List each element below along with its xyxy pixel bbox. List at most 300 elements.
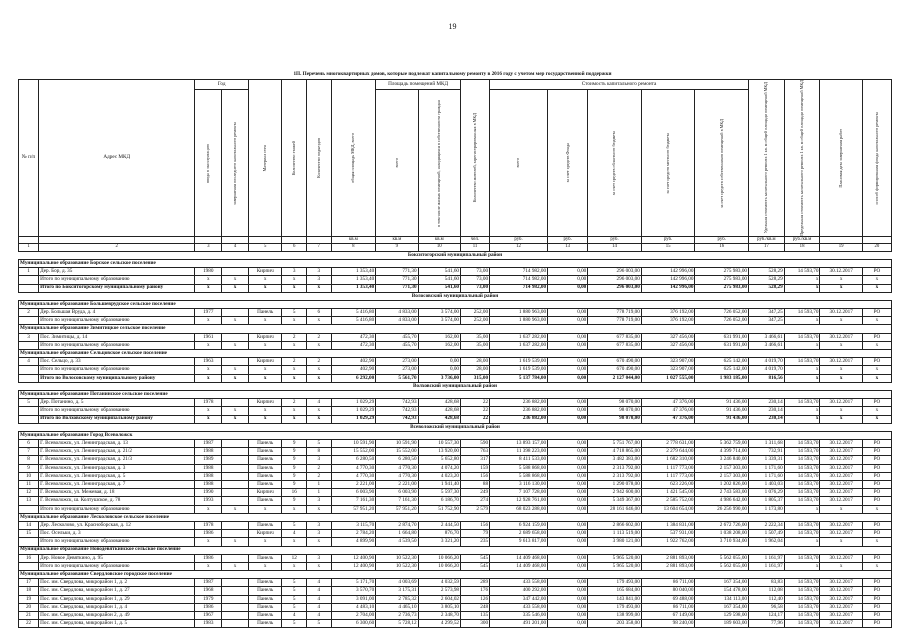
table-cell: 1 941,40 [418,481,460,489]
table-cell: 275 983,00 [695,276,749,284]
table-cell: х [784,562,820,570]
table-cell: х [306,366,331,374]
table-cell: 0,00 [548,407,588,415]
table-cell: 0,00 [548,399,588,407]
table-cell: 726 052,00 [695,309,749,317]
table-cell: 400 292,00 [490,587,548,595]
table-cell: 30.12.2017 [820,579,862,587]
table-cell: РО [862,440,891,448]
column-number-cell: 19 [820,244,862,252]
table-cell [222,489,249,497]
settlement-heading-row [19,350,892,358]
table-cell: 0,00 [548,603,588,611]
unit-cell [862,236,891,244]
table-cell: 6 924 159,00 [490,521,548,529]
table-cell: 30.12.2017 [820,448,862,456]
table-cell: х [248,284,281,292]
table-cell: 18 [19,587,39,595]
table-cell: х [222,407,249,415]
table-cell: 14 593,70 [784,358,820,366]
table-cell: 3 736,00 [418,374,460,382]
table-cell [222,587,249,595]
table-cell [222,456,249,464]
table-cell: х [195,341,222,349]
table-cell: 4 299,52 [418,620,460,628]
table-cell: 7 [19,448,39,456]
address-cell: Итого по Волосовскому муниципальному району [39,374,195,382]
table-cell: х [820,505,862,513]
table-cell: 289 [461,579,490,587]
table-cell: х [248,317,281,325]
table-cell: 1 290 078,00 [588,481,642,489]
table-cell: 2 [306,464,331,472]
table-cell: 30.12.2017 [820,603,862,611]
table-cell: 2 313 792,00 [588,472,642,480]
address-cell: Пос. Осельки, д. 3 [39,530,195,538]
table-cell: 10 [19,472,39,480]
district-heading-row [19,423,892,431]
table-cell [19,366,39,374]
table-cell: 98 240,00 [641,620,695,628]
table-cell: 3 091,00 [331,595,376,603]
table-cell: 51 752,90 [418,505,460,513]
table-cell: х [222,366,249,374]
address-cell: Дер. Лесколово, ул. Красноборская, д. 12 [39,521,195,529]
table-cell: 778 719,00 [588,317,642,325]
table-cell: 670 490,00 [588,366,642,374]
table-cell: Панель [248,448,281,456]
table-cell: 1993 [195,497,222,505]
table-cell [222,472,249,480]
address-cell: Пос. им. Свердлова, микрорайон 1, д. 5 [39,620,195,628]
table-cell: х [248,505,281,513]
table-cell: 14 593,70 [784,489,820,497]
table-cell: 1990 [195,489,222,497]
table-cell: 1 [19,268,39,276]
table-cell: 5 137 784,00 [490,374,548,382]
column-numbers-row [19,244,892,252]
table-cell: 30.12.2017 [820,309,862,317]
table-cell: 1 029,29 [331,415,376,423]
table-cell [222,612,249,620]
table-cell: 5 561,70 [376,374,418,382]
table-cell: 714 982,00 [490,276,548,284]
subtotal-row [19,276,892,284]
table-cell: 30.12.2017 [820,481,862,489]
table-cell: РО [862,268,891,276]
table-cell: х [248,276,281,284]
table-cell: 4 [306,595,331,603]
table-cell: РО [862,399,891,407]
table-cell: 771,30 [376,284,418,292]
table-cell: 1 664,80 [376,530,418,538]
table-cell: 1 171,60 [749,472,785,480]
table-cell: 677 835,00 [588,333,642,341]
table-cell: 14 593,70 [784,595,820,603]
table-cell: 2 585 752,00 [641,497,695,505]
table-cell: 472,30 [331,333,376,341]
table-cell: 0,00 [548,530,588,538]
table-cell [19,317,39,325]
table-cell [222,448,249,456]
table-cell: 1 384 831,00 [641,521,695,529]
table-cell: 4 003,69 [376,579,418,587]
table-cell: РО [862,530,891,538]
table-cell: РО [862,464,891,472]
settlement-name: Муниципальное образование Борское сельское поселение [19,259,892,267]
table-cell: 6 292,00 [331,374,376,382]
table-cell: 428,68 [418,399,460,407]
table-cell: 0,00 [548,284,588,292]
settlement-name: Муниципальное образование Зимитицкое сельское поселение [19,325,892,333]
table-cell: 14 [19,521,39,529]
table-cell: 1 113 519,00 [588,530,642,538]
table-cell: 0,00 [548,317,588,325]
table-cell: 1 029,29 [331,399,376,407]
table-cell: 14 593,70 [784,464,820,472]
table-cell: 14 593,70 [784,530,820,538]
table-cell: 79 [461,530,490,538]
table-cell: 4 [19,358,39,366]
table-cell: 3 980 121,00 [588,538,642,546]
settlement-heading-row [19,571,892,579]
table-cell: х [784,284,820,292]
table-cell: 0,00 [548,481,588,489]
table-cell: х [820,366,862,374]
table-cell: 15 552,00 [376,448,418,456]
table-cell: 14 593,70 [784,579,820,587]
table-cell: 275 983,00 [695,268,749,276]
settlement-name: Муниципальное образование Лесколовское сельское поселение [19,513,892,521]
header-deadline: Плановая дата завершения работ [820,80,862,237]
table-row [19,333,892,341]
table-cell: 3 [306,521,331,529]
table-cell: 4 899,90 [331,538,376,546]
settlement-heading-row [19,259,892,267]
table-cell: 0,00 [548,464,588,472]
table-cell: 5 [19,399,39,407]
address-cell: Итого по муниципальному образованию [39,407,195,415]
address-cell: Пос. им. Свердлова, микрорайон 1, д. 29 [39,595,195,603]
header-floors: Количество этажей [282,80,307,237]
table-cell: 4 986 642,00 [695,497,749,505]
header-entrances: Количество подъездов [306,80,331,237]
table-cell: 327 456,00 [641,341,695,349]
table-cell: 6 280,50 [331,456,376,464]
table-cell: 876,70 [418,530,460,538]
table-cell: РО [862,309,891,317]
table-cell: Панель [248,579,281,587]
unit-cell: кв.м [331,236,376,244]
table-cell: 4 483,10 [331,603,376,611]
table-cell: 142 996,00 [641,284,695,292]
table-cell: Панель [248,595,281,603]
table-cell [222,521,249,529]
table-cell: 2 866 602,00 [588,521,642,529]
table-cell: 30.12.2017 [820,521,862,529]
table-cell: 0,00 [548,472,588,480]
table-cell: 12 400,90 [331,562,376,570]
header-premises-area-group: Площадь помещений МКД [376,80,461,90]
table-cell: 3 [306,268,331,276]
table-cell: 47 376,00 [641,415,695,423]
table-cell: Панель [248,456,281,464]
table-cell: 1987 [195,440,222,448]
table-cell: 0,00 [548,440,588,448]
table-cell: 4 [306,399,331,407]
table-cell: 1 311,68 [749,440,785,448]
column-number-cell: 1 [19,244,39,252]
header-address: Адрес МКД [39,80,195,237]
table-cell: 296 003,00 [588,276,642,284]
table-cell: 98 070,00 [588,399,642,407]
table-cell: 14 593,70 [784,603,820,611]
table-cell: х [784,538,820,546]
table-cell: 1978 [195,521,222,529]
table-cell [19,341,39,349]
table-cell: 428,68 [418,415,460,423]
table-cell: 5 751 767,00 [588,440,642,448]
address-cell: Итого по муниципальному образованию [39,366,195,374]
table-cell: 714 982,00 [490,284,548,292]
address-cell: Г. Всеволожск, ул. Ленинградская, д. 21/3 [39,456,195,464]
table-cell: х [784,374,820,382]
table-cell: 165 684,00 [588,587,642,595]
table-cell: 1 161,97 [749,554,785,562]
table-cell: 5 588 868,00 [490,472,548,480]
table-cell: 7 161,30 [376,497,418,505]
table-cell: 3 175,31 [376,587,418,595]
table-cell: РО [862,358,891,366]
settlement-heading-row [19,300,892,308]
table-cell: х [784,407,820,415]
table-cell: 10 066,20 [418,562,460,570]
table-cell: 156 [461,521,490,529]
table-cell: 1979 [195,595,222,603]
table-cell: 9 [282,497,307,505]
table-cell: 47 376,00 [641,399,695,407]
address-cell: Г. Всеволожск, ш. Колтушское, д. 78 [39,497,195,505]
table-cell: 2 313 792,00 [588,464,642,472]
table-cell: 2 785,32 [376,595,418,603]
table-cell: х [282,538,307,546]
district-heading-row [19,292,892,300]
table-cell: 0,00 [548,341,588,349]
table-cell: 1 619 539,00 [490,358,548,366]
table-cell: х [862,317,891,325]
table-cell: 143 841,00 [588,595,642,603]
table-cell: 47 376,00 [641,407,695,415]
table-cell: 5 588 868,00 [490,464,548,472]
table-cell: 236 882,00 [490,407,548,415]
table-cell: 162,00 [418,341,460,349]
table-cell: х [282,366,307,374]
table-cell: 2 [282,333,307,341]
table-cell: х [862,407,891,415]
table-cell: 30.12.2017 [820,620,862,628]
table-cell: 1 038 208,00 [695,530,749,538]
column-number-cell: 9 [376,244,418,252]
table-cell: х [820,562,862,570]
table-cell: х [195,366,222,374]
table-row [19,489,892,497]
table-cell: 537 931,00 [641,530,695,538]
table-row [19,554,892,562]
table-cell: х [820,317,862,325]
table-cell: 10 591,90 [331,440,376,448]
column-number-cell: 12 [490,244,548,252]
table-cell: 0,00 [418,366,460,374]
table-cell: 4 770,30 [376,472,418,480]
table-cell: 0,00 [548,579,588,587]
table-cell: Кирпич [248,358,281,366]
table-cell: 9 [282,481,307,489]
table-cell: 2 579 [461,505,490,513]
table-cell: 1 027 555,00 [641,374,695,382]
district-name: Волховский муниципальный район [19,382,892,390]
table-cell: Панель [248,587,281,595]
column-number-cell: 10 [418,244,460,252]
table-cell: 5 965 520,00 [588,562,642,570]
table-cell: 347,25 [749,317,785,325]
table-cell: 2 348,70 [418,612,460,620]
table-cell: 541,60 [418,284,460,292]
table-cell: Панель [248,620,281,628]
table-cell: 0,00 [548,554,588,562]
table-cell: х [784,317,820,325]
table-cell [222,497,249,505]
table-cell: 2 [282,358,307,366]
table-cell: 625 142,00 [695,366,749,374]
table-cell: 10 557,30 [418,440,460,448]
table-cell: 30.12.2017 [820,595,862,603]
table-cell: 176 [461,587,490,595]
table-cell: Панель [248,497,281,505]
unit-cell [282,236,307,244]
table-cell: 296 003,00 [588,268,642,276]
table-cell: 726 052,00 [695,317,749,325]
table-cell: 491 201,00 [490,620,548,628]
table-cell: 1961 [195,333,222,341]
table-row [19,448,892,456]
table-cell: 300 [461,620,490,628]
table-cell: 2 [306,472,331,480]
unit-cell: чел. [461,236,490,244]
table-cell: 4 074,20 [418,464,460,472]
table-cell: 30.12.2017 [820,456,862,464]
address-cell: Г. Всеволожск, ул. Ленинградская, д. 3 [39,464,195,472]
table-cell: 28 161 646,00 [588,505,642,513]
table-cell: х [820,374,862,382]
table-cell: 12 928 761,00 [490,497,548,505]
table-cell: 138 999,00 [588,612,642,620]
table-row [19,497,892,505]
table-cell: Кирпич [248,268,281,276]
district-total-row [19,374,892,382]
table-cell: 9 [19,464,39,472]
settlement-name: Муниципальное образование Потанинское сельское поселение [19,390,892,398]
table-cell: 14 593,70 [784,554,820,562]
table-cell: х [306,341,331,349]
table-cell: 3 [19,333,39,341]
table-cell: 3 466,61 [749,341,785,349]
unit-cell: руб./кв.м [784,236,820,244]
table-cell: 10 066,20 [418,554,460,562]
table-cell: 14 593,70 [784,309,820,317]
table-cell: 323 907,00 [641,366,695,374]
table-cell: РО [862,620,891,628]
settlement-heading-row [19,546,892,554]
table-cell: 35,00 [461,341,490,349]
column-number-cell: 4 [222,244,249,252]
table-cell: 0,00 [548,276,588,284]
table-cell: 1 [306,489,331,497]
table-cell: х [862,366,891,374]
table-cell: 2 778 631,00 [641,440,695,448]
table-cell: 2 279 644,00 [641,448,695,456]
table-cell: 167 354,00 [695,579,749,587]
table-cell: РО [862,448,891,456]
table-cell: х [282,374,307,382]
unit-cell [306,236,331,244]
table-cell: 763 [461,448,490,456]
table-cell: 30.12.2017 [820,612,862,620]
table-cell: 162,00 [418,333,460,341]
table-cell: х [282,317,307,325]
address-cell: Итого по Бокситогорскому муниципальному району [39,284,195,292]
district-name: Бокситогорский муниципальный район [19,251,892,259]
table-row [19,309,892,317]
table-cell: х [282,276,307,284]
address-cell: Пос. им. Свердлова, микрорайон 1, д. 4 [39,603,195,611]
table-cell: 1 403,03 [749,481,785,489]
table-cell: Кирпич [248,333,281,341]
table-cell: 4 [306,587,331,595]
table-cell: 4 [306,603,331,611]
table-cell: 1 805,37 [749,497,785,505]
table-cell: 0,00 [418,358,460,366]
table-cell [222,603,249,611]
table-cell: 0,00 [548,612,588,620]
table-cell: 35,00 [461,333,490,341]
unit-cell [248,236,281,244]
table-cell: 73,00 [461,284,490,292]
table-cell: 12 400,90 [331,554,376,562]
table-cell: 1978 [195,399,222,407]
table-cell: х [222,341,249,349]
header-total-area: общая площадь МКД, всего [331,80,376,237]
table-cell: 0,00 [548,374,588,382]
table-row [19,358,892,366]
table-cell: 17 [19,579,39,587]
table-cell: 11 398 223,00 [490,448,548,456]
table-row [19,579,892,587]
table-cell: 4 019,70 [749,358,785,366]
table-cell: 230,14 [749,399,785,407]
table-cell: х [282,407,307,415]
table-cell: 10 522,30 [376,562,418,570]
table-cell: 742,93 [376,407,418,415]
table-cell: 30.12.2017 [820,464,862,472]
table-cell: 2 881 893,00 [641,562,695,570]
table-cell: 9 [282,440,307,448]
table-cell: 3 [306,497,331,505]
table-cell: х [306,317,331,325]
table-cell: 8 [306,448,331,456]
table-cell: 5 [282,620,307,628]
table-cell: 1963 [195,358,222,366]
table-row [19,440,892,448]
